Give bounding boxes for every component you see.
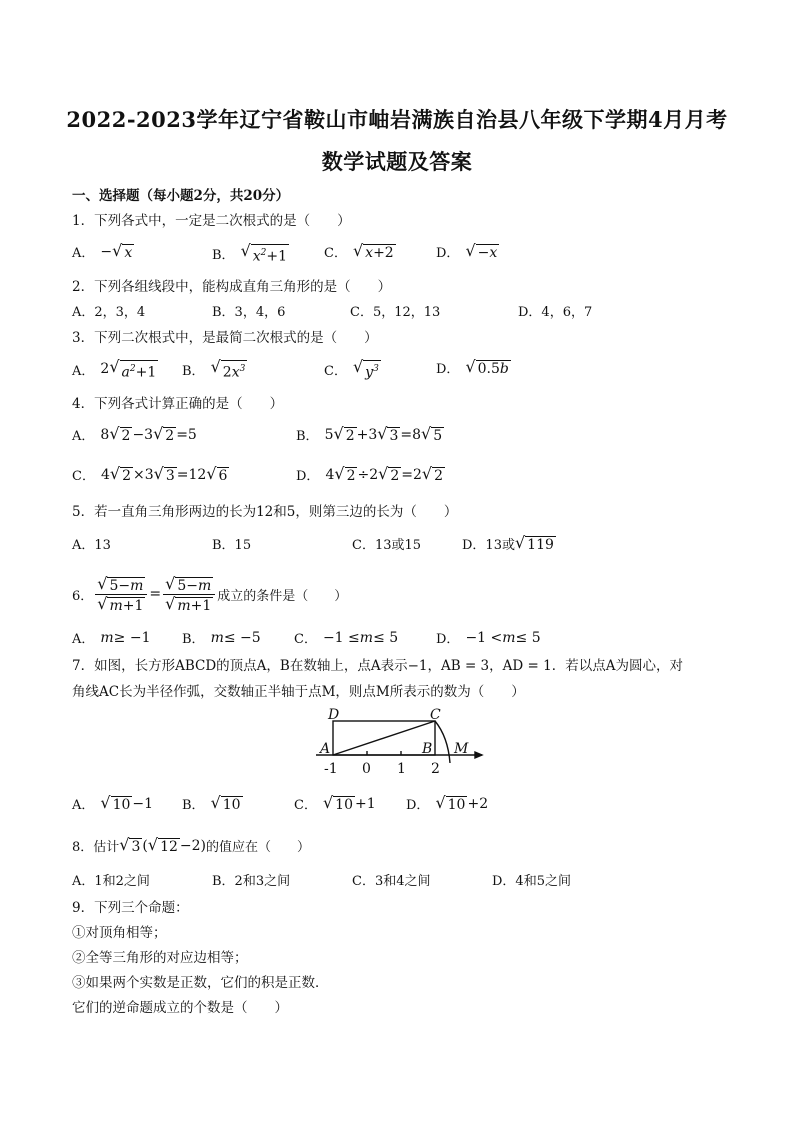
question-4-stem: 4．下列各式计算正确的是（ ） — [72, 396, 284, 412]
tick-label: -1 — [324, 761, 338, 777]
option-b: B．2和3之间 — [212, 874, 291, 889]
option-d: D． 4 √ 2 ÷2 √ 2 =2 √ 2 — [296, 464, 444, 484]
label-c: C — [430, 707, 441, 723]
question-3-stem: 3．下列二次根式中，是最简二次根式的是（ ） — [72, 330, 378, 346]
option-c: C． √ 10 +1 — [294, 793, 376, 813]
option-b: B．15 — [212, 538, 252, 553]
option-c: C．5，12，13 — [350, 305, 441, 320]
section-heading: 一、选择题（每小题2分，共20分） — [72, 188, 290, 204]
question-5-options — [72, 534, 772, 556]
question-6-stem: 6． √ 5−m √ m+1 = √ 5−m √ m+1 成立的条件是（ ） — [72, 573, 348, 614]
option-c: C． 4 √ 2 ×3 √ 3 =12 √ 6 — [72, 464, 228, 484]
option-a: A． m ≥ −1 — [72, 629, 151, 647]
option-d: D． √ −x — [436, 241, 498, 261]
question-2-stem: 2．下列各组线段中，能构成直角三角形的是（ ） — [72, 279, 392, 295]
option-a: A． 8 √ 2 −3 √ 2 =5 — [72, 424, 197, 444]
option-b: B． √ $2x^3$ — [182, 357, 246, 381]
option-d: D． −1 < m ≤ 5 — [436, 629, 541, 647]
tick-label: 0 — [362, 761, 371, 777]
option-b: B． m ≤ −5 — [182, 629, 261, 647]
option-c: C． √ x+2 — [324, 241, 394, 261]
label-a: A — [320, 741, 331, 757]
option-b: B． 5 √ 2 +3 √ 3 =8 √ 5 — [296, 424, 443, 444]
label-m: M — [454, 741, 469, 757]
tick-label: 1 — [397, 761, 406, 777]
question-7-options — [72, 794, 772, 816]
option-c: C．13或15 — [352, 538, 422, 553]
question-2-options — [72, 301, 772, 323]
question-7-line2: 角线AC长为半径作弧，交数轴正半轴于点M，则点M所表示的数为（ ） — [72, 684, 525, 700]
option-b: B． √ $x^2+1$ — [212, 241, 288, 265]
label-d: D — [328, 707, 340, 723]
question-9-tail: 它们的逆命题成立的个数是（ ） — [72, 1000, 288, 1016]
question-8-options — [72, 870, 772, 892]
option-a: A． − √ x — [72, 241, 133, 261]
question-7-line1: 7．如图，长方形ABCD的顶点A，B在数轴上，点A表示−1，AB = 3，AD = 1．若以点A为圆心，对 — [72, 658, 683, 674]
option-b: B．3，4，6 — [212, 305, 286, 320]
question-5-stem: 5．若一直角三角形两边的长为12和5，则第三边的长为（ ） — [72, 504, 458, 520]
option-a: A．2，3，4 — [72, 305, 146, 320]
question-6-options — [72, 628, 772, 650]
option-a: A． 2 √ $a^2+1$ — [72, 357, 157, 381]
question-3-options — [72, 358, 772, 380]
option-a: A．1和2之间 — [72, 874, 150, 889]
question-9-stem: 9．下列三个命题： — [72, 900, 189, 916]
option-b: B． √ 10 — [182, 793, 241, 813]
option-a: A．13 — [72, 538, 111, 553]
arc-cm — [435, 721, 450, 763]
question-4-options-row2 — [72, 465, 772, 487]
option-c: C． √ $y^3$ — [324, 357, 379, 381]
question-8-stem: 8．估计 √ 3 ( √ 12 −2) 的值应在（ ） — [72, 835, 311, 855]
page-subtitle: 数学试题及答案 — [321, 149, 473, 174]
question-9-item-2: ②全等三角形的对应边相等； — [72, 950, 248, 966]
question-1-stem: 1．下列各式中，一定是二次根式的是（ ） — [72, 213, 351, 229]
page-title: 2022-2023学年辽宁省鞍山市岫岩满族自治县八年级下学期4月月考 — [66, 107, 728, 132]
option-a: A． √ 10 −1 — [72, 793, 154, 813]
option-d: D． √ 10 +2 — [406, 793, 489, 813]
question-4-options-row1 — [72, 425, 772, 447]
question-9-item-1: ①对顶角相等； — [72, 925, 167, 941]
option-c: C． −1 ≤ m ≤ 5 — [294, 629, 399, 647]
diagonal-ac — [333, 721, 435, 755]
option-d: D． √ 0.5b — [436, 357, 509, 377]
option-c: C．3和4之间 — [352, 874, 431, 889]
axis-arrow — [475, 752, 482, 758]
question-9-item-3: ③如果两个实数是正数，它们的积是正数． — [72, 975, 329, 991]
label-b: B — [422, 741, 433, 757]
option-d: D．4和5之间 — [492, 874, 571, 889]
tick-label: 2 — [431, 761, 440, 777]
number-line-figure — [316, 707, 486, 779]
question-1-options — [72, 242, 772, 264]
option-d: D．4，6，7 — [518, 305, 593, 320]
option-d: D．13或 √ 119 — [462, 533, 554, 553]
